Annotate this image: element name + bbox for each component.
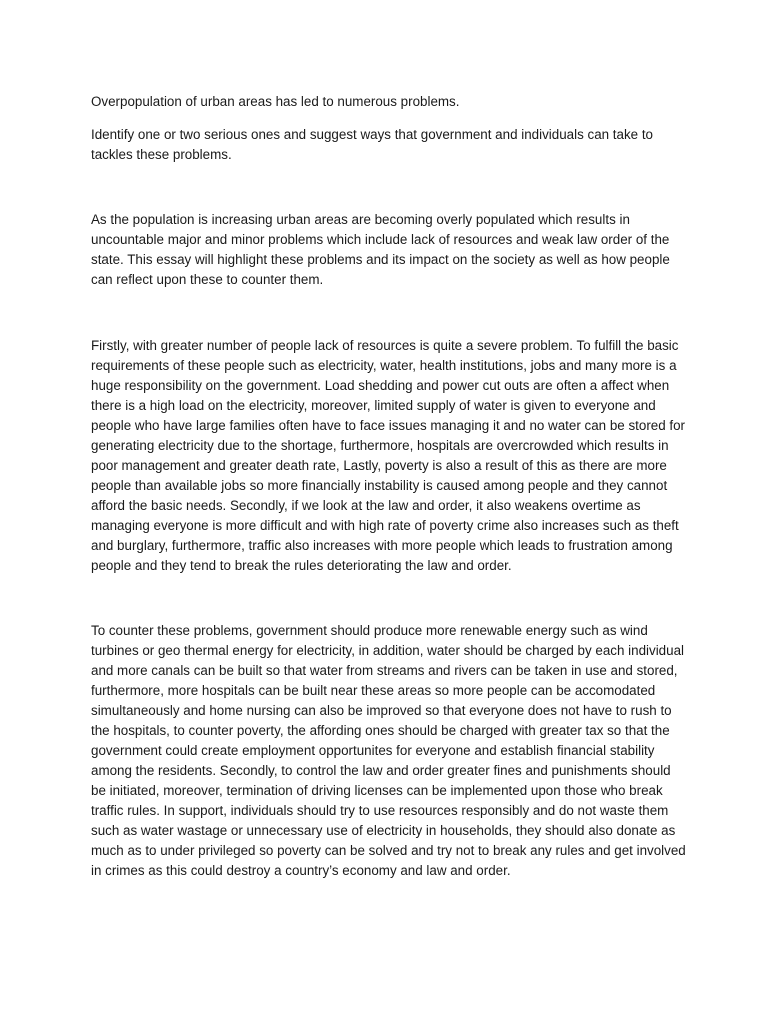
essay-prompt-statement: Overpopulation of urban areas has led to numerous problems. xyxy=(91,94,460,109)
essay-solutions-paragraph: To counter these problems, government should produce more renewable energy such as wind turbines or geo thermal energy for electricity, in addition, water should be charged by each individual and more canals can be built so that water from streams and rivers can be taken in use and stored, furthermore, more hospitals can be built near these areas so more people can be accomodated simultaneously and home nursing can also be improved so that everyone does not have to rush to the hospitals, to counter poverty, the affording ones should be charged with greater tax so that the government could create employment opportunites for everyone and establish financial stability among the residents. Secondly, to control the law and order greater fines and punishments should be initiated, moreover, termination of driving licenses can be implemented upon those who break traffic rules. In support, individuals should try to use resources responsibly and do not waste them such as water wastage or unnecessary use of electricity in households, they should also donate as much as to under privileged so poverty can be solved and try not to break any rules and get involved in crimes as this could destroy a country’s economy and law and order. xyxy=(91,623,686,878)
essay-introduction-paragraph: As the population is increasing urban areas are becoming overly populated which results in uncountable major and minor problems which include lack of resources and weak law order of the state. This essay will highlight these problems and its impact on the society as well as how people can reflect upon these to counter them. xyxy=(91,212,670,287)
essay-prompt-question: Identify one or two serious ones and suggest ways that government and individuals can take to tackles these problems. xyxy=(91,127,654,162)
essay-problems-paragraph: Firstly, with greater number of people lack of resources is quite a severe problem. To fulfill the basic requirements of these people such as electricity, water, health institutions, jobs and many more is a huge responsibility on the government. Load shedding and power cut outs are often a affect when there is a high load on the electricity, moreover, limited supply of water is given to everyone and people who have large families often have to face issues managing it and no water can be stored for generating electricity due to the shortage, furthermore, hospitals are overcrowded which results in poor management and greater death rate, Lastly, poverty is also a result of this as there are more people than available jobs so more financially instability is caused among people and they cannot afford the basic needs. Secondly, if we look at the law and order, it also weakens overtime as managing everyone is more difficult and with high rate of poverty crime also increases such as theft and burglary, furthermore, traffic also increases with more people which leads to frustration among people and they tend to break the rules deteriorating the law and order. xyxy=(91,338,686,573)
